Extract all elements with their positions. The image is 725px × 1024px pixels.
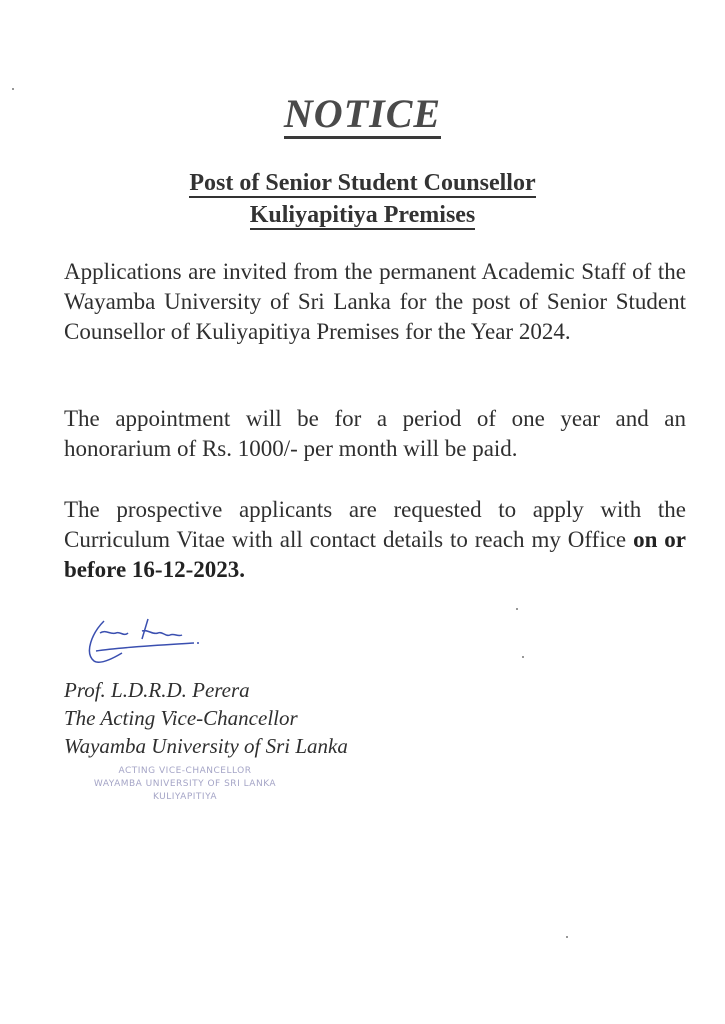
stamp-line2: WAYAMBA UNIVERSITY OF SRI LANKA — [93, 779, 277, 789]
deadline-date: on or before 16-12-2023. — [64, 527, 686, 582]
subtitle-line1 — [0, 170, 725, 197]
paragraph-appointment: The appointment will be for a period of one year and an honorarium of Rs. 1000/- per month will be paid. — [64, 406, 686, 461]
signatory-position: The Acting Vice-Chancellor — [64, 706, 298, 730]
signature-image — [82, 613, 212, 673]
notice-title-text: NOTICE — [284, 91, 441, 139]
notice-title — [0, 90, 725, 137]
paragraph-applications: Applications are invited from the permanent Academic Staff of the Wayamba University of Sri Lanka for the post of Senior Student Counsellor of Kuliyapitiya Premises for the Year 2024. — [64, 259, 686, 344]
subtitle-line2 — [0, 202, 725, 229]
stamp-line1: ACTING VICE-CHANCELLOR — [118, 766, 252, 776]
subtitle-line1-text: Post of Senior Student Counsellor — [189, 170, 536, 196]
stamp-line3: KULIYAPITIYA — [152, 792, 218, 802]
official-stamp — [85, 765, 285, 804]
paragraph-deadline-text: The prospective applicants are requested to apply with the Curriculum Vitae with all contact details to reach my Office — [64, 497, 686, 552]
signatory-name: Prof. L.D.R.D. Perera — [64, 678, 250, 702]
paragraph-deadline — [64, 495, 686, 585]
scan-speck — [516, 608, 518, 610]
signatory-block — [64, 676, 348, 760]
scan-speck — [522, 656, 524, 658]
subtitle-line2-text: Kuliyapitiya Premises — [249, 202, 476, 228]
scan-speck — [12, 88, 14, 90]
scan-speck — [566, 936, 568, 938]
signatory-institution: Wayamba University of Sri Lanka — [64, 734, 348, 758]
